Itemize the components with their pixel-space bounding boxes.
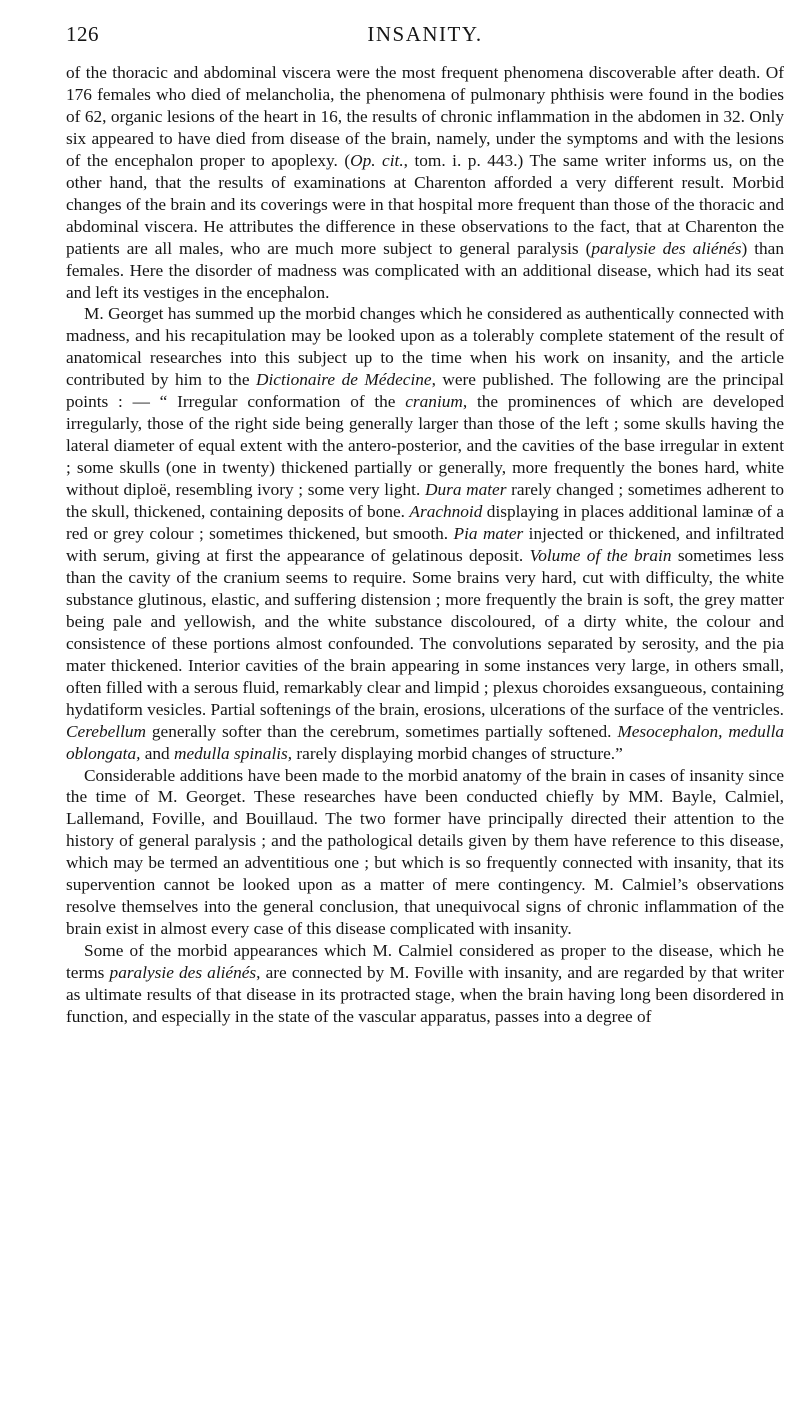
italic-term: medulla spinalis, <box>174 743 293 763</box>
text-run: and <box>140 743 175 763</box>
page-header <box>66 22 784 52</box>
italic-title: Dictionaire de Médecine <box>256 370 432 390</box>
italic-term: Pia mater <box>453 524 524 544</box>
page-number: 126 <box>66 22 99 46</box>
text-run: of the thoracic and abdominal viscera were the most frequent phenomena discoverable after death. Of 176 females who died of melancholia, the phenomena of pulmonary phthisis were found in the bodies of 62, organic lesions of the heart in 16, the results of chronic inflammation in the abdomen in 32. Only six appeared to have died from disease of the brain, namely, under the symptoms and with the lesions of the encephalon proper to apoplexy. ( <box>66 63 784 170</box>
text-run: rarely changed ; sometimes adherent to the skull, thickened, containing deposits of bone. <box>66 480 785 522</box>
italic-term: Dura mater <box>424 480 507 500</box>
body-text <box>66 62 784 1028</box>
italic-term: paralysie des aliénés <box>109 963 257 983</box>
italic-term: Mesocephalon, medulla oblongata, <box>66 721 785 763</box>
running-title: INSANITY. <box>367 22 483 46</box>
text-run: rarely displaying morbid changes of structure.” <box>292 743 623 763</box>
text-run: M. Georget has summed up the morbid changes which he considered as authentically connected with madness, and his recapitulation may be looked upon as a tolerably complete statement of the result of anatomical researches into this subject up to the time when his work on insanity, and the article contributed by him to the <box>66 304 784 390</box>
paragraph-additions: Considerable additions have been made to the morbid anatomy of the brain in cases of insanity since the time of M. Georget. These researches have been conducted chiefly by MM. Bayle, Calmiel, Lallemand, Foville, and Bouillaud. The two former have principally directed their attention to the history of general paralysis ; and the pathological details given by them have reference to this disease, which may be termed an adventitious one ; but which is so frequently connected with insanity, that its supervention cannot be looked upon as a matter of mere contingency. M. Calmiel’s observations resolve themselves into the general conclusion, that unequivocal signs of chronic inflammation of the brain exist in almost every case of this disease complicated with insanity. <box>66 765 784 939</box>
italic-term: cranium <box>405 392 463 412</box>
italic-term: Volume of the brain <box>529 545 672 565</box>
paragraph-georget <box>66 303 784 764</box>
italic-term: paralysie des aliénés <box>591 238 742 258</box>
italic-term: Arachnoid <box>409 502 483 522</box>
paragraph-calmiel <box>66 940 784 1028</box>
text-run: injected or thickened, and infiltrated with serum, giving at first the appearance of gelatinous deposit. <box>66 524 784 565</box>
paragraph-continued <box>66 62 784 303</box>
text-run: generally softer than the cerebrum, sometimes partially softened. <box>146 721 618 741</box>
text-run: sometimes less than the cavity of the cranium seems to require. Some brains very hard, cut with difficulty, the white substance glutinous, elastic, and suffering distension ; more frequently the brain is soft, the grey matter being pale and yellowish, and the white substance discoloured, of a dirty white, the colour and consistence of these portions almost confounded. The convolutions separated by serosity, and the pia mater thickened. Interior cavities of the brain appearing in some instances very large, in others small, often filled with a serous fluid, remarkably clear and limpid ; plexus choroides exsangueous, containing hydatiform vesicles. Partial softenings of the brain, erosions, ulcerations of the surface of the ventricles. <box>66 545 784 719</box>
italic-citation: Op. cit. <box>350 150 404 170</box>
text-run: ) than females. Here the disorder of madness was complicated with an additional disease, which had its seat and left its vestiges in the encephalon. <box>66 238 784 302</box>
text-run: Some of the morbid appearances which M. Calmiel considered as proper to the disease, which he terms <box>66 941 784 983</box>
text-run: , tom. i. p. 443.) The same writer informs us, on the other hand, that the results of examinations at Charenton afforded a very different result. Morbid changes of the brain and its coverings were in that hospital more frequent than those of the thoracic and abdominal viscera. He attributes the difference in these observations to the fact, that at Charenton the patients are all males, who are much more subject to general paralysis ( <box>66 150 784 258</box>
text-run: , were published. The following are the principal points : — “ Irregular conformation of the <box>66 370 784 412</box>
italic-term: Cerebellum <box>66 721 146 741</box>
text-run: displaying in places additional laminæ of a red or grey colour ; sometimes thickened, but smooth. <box>66 502 785 544</box>
text-run: , are connected by M. Foville with insanity, and are regarded by that writer as ultimate results of that disease in its protracted stage, when the brain having long been disordered in function, and especially in the state of the vascular apparatus, passes into a degree of <box>66 963 784 1026</box>
text-run: , the prominences of which are developed irregularly, those of the right side being generally larger than those of the left ; some skulls having the lateral diameter of equal extent with the antero-posterior, and the cavities of the base irregular in extent ; some skulls (one in twenty) thickened partially or generally, more frequently the bones hard, white without diploë, resembling ivory ; some very light. <box>66 392 784 500</box>
